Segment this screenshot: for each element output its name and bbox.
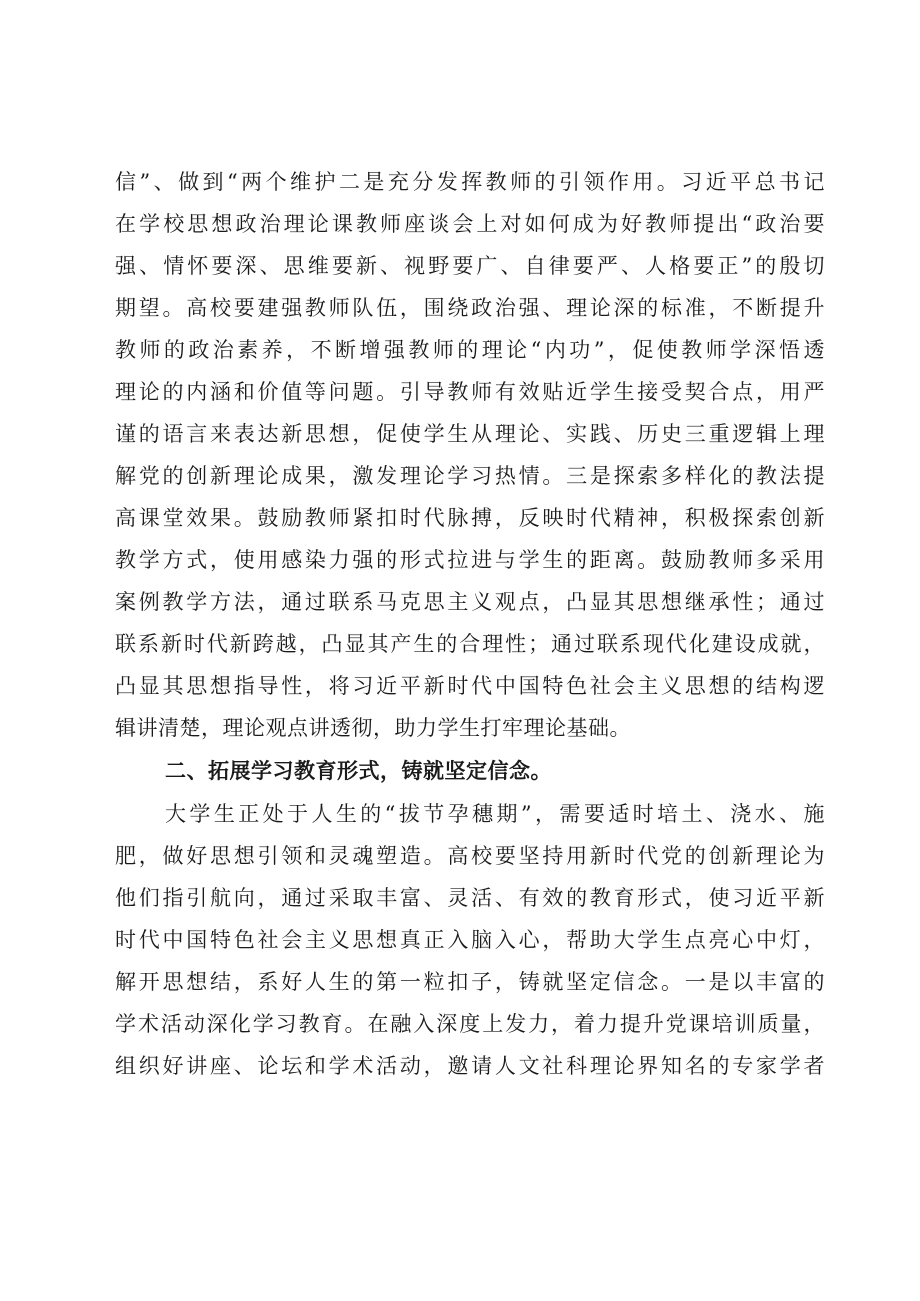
paragraph-line: 教学方式，使用感染力强的形式拉进与学生的距离。鼓励教师多采用 (115, 548, 825, 572)
paragraph-line: 理论的内涵和价值等问题。引导教师有效贴近学生接受契合点，用严 (115, 380, 825, 404)
paragraph-line: 时代中国特色社会主义思想真正入脑入心，帮助大学生点亮心中灯， (115, 928, 825, 952)
paragraph-line: 凸显其思想指导性，将习近平新时代中国特色社会主义思想的结构逻 (115, 674, 825, 698)
paragraph-first-line: 大学生正处于人生的“拔节孕穗期”，需要适时培土、浇水、施 (165, 802, 825, 826)
paragraph-line: 肥，做好思想引领和灵魂塑造。高校要坚持用新时代党的创新理论为 (115, 844, 825, 868)
paragraph-line: 强、情怀要深、思维要新、视野要广、自律要严、人格要正”的殷切 (115, 254, 825, 278)
paragraph-line: 案例教学方法，通过联系马克思主义观点，凸显其思想继承性；通过 (115, 590, 825, 614)
paragraph-line: 谨的语言来表达新思想，促使学生从理论、实践、历史三重逻辑上理 (115, 422, 825, 446)
paragraph-line: 组织好讲座、论坛和学术活动，邀请人文社科理论界知名的专家学者 (115, 1054, 825, 1078)
paragraph-line: 期望。高校要建强教师队伍，围绕政治强、理论深的标准，不断提升 (115, 296, 825, 320)
paragraph-line: 联系新时代新跨越，凸显其产生的合理性；通过联系现代化建设成就， (115, 632, 825, 656)
section-heading: 二、拓展学习教育形式，铸就坚定信念。 (165, 759, 552, 783)
paragraph-line: 高课堂效果。鼓励教师紧扣时代脉搏，反映时代精神，积极探索创新 (115, 506, 825, 530)
paragraph-line: 教师的政治素养，不断增强教师的理论“内功”，促使教师学深悟透 (115, 338, 825, 362)
paragraph-line: 在学校思想政治理论课教师座谈会上对如何成为好教师提出“政治要 (115, 212, 825, 236)
paragraph-line: 解开思想结，系好人生的第一粒扣子，铸就坚定信念。一是以丰富的 (115, 970, 825, 994)
paragraph-line-last: 辑讲清楚，理论观点讲透彻，助力学生打牢理论基础。 (115, 716, 631, 740)
paragraph-line: 他们指引航向，通过采取丰富、灵活、有效的教育形式，使习近平新 (115, 886, 825, 910)
paragraph-line: 信”、做到“两个维护二是充分发挥教师的引领作用。习近平总书记 (115, 170, 825, 194)
paragraph-line: 学术活动深化学习教育。在融入深度上发力，着力提升党课培训质量， (115, 1012, 825, 1036)
paragraph-line: 解党的创新理论成果，激发理论学习热情。三是探索多样化的教法提 (115, 464, 825, 488)
